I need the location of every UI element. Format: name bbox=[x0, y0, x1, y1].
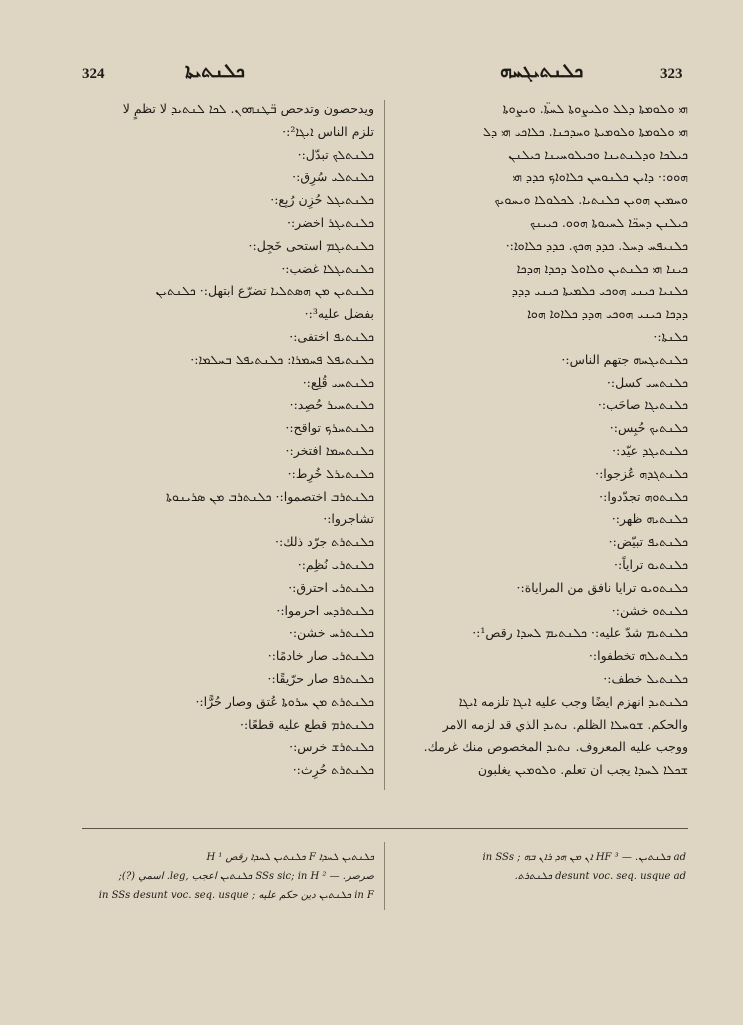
entry-line: ܟܠܢܬܚܝ قُلِع:· bbox=[302, 374, 374, 390]
text-line: ويدحصون وتدحص ܒ̈ܛܢܗܘܢ. ܠܟܐ ܠܢܬܝܕ لا تظمٍ لا bbox=[122, 101, 374, 116]
footnote-rule bbox=[82, 828, 688, 829]
entry-line: ܟܠܢܬܚܪܟ تواقح:· bbox=[285, 420, 374, 436]
entry-line: ܟܠܢܬܘܗ تجدّدوا:· bbox=[599, 488, 688, 504]
text-line: ووجب عليه المعروف. ܢܬܝܕ المخصوص منك غرمك. bbox=[423, 739, 688, 755]
text-line: ܟܠܢܝܐ ܟܝܢܝ ܗܘܟܝ ܟܠܡܝܬܐ ܟܝܢܝ ܕܕܕ bbox=[511, 283, 688, 299]
entry-line: ܟܠܢܬܝܗ ظهر:· bbox=[611, 511, 688, 527]
entry-line: ܟܠܢܬܝܓܠ حُزِن رُبِع:· bbox=[270, 192, 374, 208]
text-line: ܗܝ ܘܠܘܡܬܐ ܘܠܘܡܝܬܐ ܘܚܕܟܢܐ. ܟܠܐܟܝ ܗܝ ܕܠ bbox=[482, 123, 688, 139]
entry-line: ܟܠܢܬܘ خشن:· bbox=[611, 602, 688, 618]
text-line: بفضل عليه³:· bbox=[304, 306, 374, 322]
left-page-number: 324 bbox=[82, 66, 105, 82]
entry-line: ܟܠܢܬܪܬ حُرِث:· bbox=[292, 762, 374, 778]
entry-line: ܟܠܢܬܚܡܐ افتخر:· bbox=[285, 442, 374, 458]
entry-line: ܟܠܢܬܪܒ اختصموا:· ܟܠܢܬܪܒ ܡܢ ܣܪܝܢܘܬܐ bbox=[166, 488, 374, 504]
text-line: ܗܝ ܘܠܘܡܬܐ ܕܠܠ ܘܠܝܨܘܬܐ ܠܚܬ̈ܐ. ܘܝܨܘܬܐ bbox=[502, 101, 688, 116]
text-line: تلزم الناس ܐܝܓܐ²:· bbox=[282, 123, 374, 139]
footnote-line: desunt voc. seq. usque ad ܟܠܢܬܪܬ. bbox=[514, 871, 686, 882]
text-line: ܟܠܢܬܐ:· bbox=[653, 328, 688, 344]
entry-line: ܟܠܢܬܠܟ تبدّل:· bbox=[297, 146, 374, 162]
text-line: ܟܝܢܐ ܗܝ ܟܠܢܬܝܢ ܘܠܐܘܠ ܕܟܕܐ ܗܕܟܐ bbox=[516, 260, 688, 276]
footnote-line: ܟܠܢܬܝܢ ܠܚܕܐ F ܟܠܢܬܝܢ ܠܚܕܐ رقص H ¹ bbox=[206, 852, 374, 863]
entry-line: ܟܠܢܬܚܝܪ حُصِد:· bbox=[289, 397, 374, 413]
entry-line: ܟܠܢܬܪܦ صار حرّيقًا:· bbox=[267, 670, 374, 686]
entry-line: ܟܠܢܬܪܬ ܡܢ ܚܪܘܬܐ عُتق وصار حُرًّا:· bbox=[195, 693, 374, 709]
entry-line: ܟܠܢܬܝܓܠܐ غضب:· bbox=[281, 260, 374, 276]
right-footnotes bbox=[396, 848, 686, 886]
footnote-line: in F ܟܠܢܬܝܢ دين حكم عليه ; in SSs desunt voc. seq. usque bbox=[98, 890, 374, 901]
entry-line: ܟܠܢܬܪܬ جرّد ذلك:· bbox=[275, 534, 374, 550]
column-divider bbox=[384, 100, 385, 790]
entry-line: ܟܠܢܬܝܠ خطف:· bbox=[603, 670, 688, 686]
footnote-line: ad ܟܠܢܬܝܢ. — ³ HF ܐܢ ܡܢ ܗܕ ܪܐܢ ܒܗ ; in SSs bbox=[482, 852, 686, 863]
entry-line: ܟܠܢܬܝܓܪ اخضر:· bbox=[286, 214, 374, 230]
text-line: تشاجروا:· bbox=[323, 511, 374, 527]
entry-line: ܟܠܢܬܘܝܘ ترايا نافق من المراياة:· bbox=[516, 579, 688, 595]
entry-line: ܟܠܢܬܪܡ قطع عليه قطعًا:· bbox=[239, 716, 374, 732]
entry-line: ܟܠܢܬܝܪܠ خُرِط:· bbox=[287, 465, 374, 481]
left-footnotes bbox=[84, 848, 374, 905]
footnote-line: صرصر. — ² SSs sic; in H ܟܠܢܬܝܢ اعجب ,leg. اسمي (?); bbox=[118, 871, 374, 882]
entry-line: ܟܠܢܬܝܓܐ صاحَب:· bbox=[597, 397, 688, 413]
entry-line: ܟܠܢܬܚܝ كسل:· bbox=[606, 374, 688, 390]
entry-line: ܟܠܢܬܪܕܚ احرموا:· bbox=[276, 602, 374, 618]
entry-line: ܟܠܢܬܝܠܗ تخطفوا:· bbox=[588, 648, 688, 664]
text-line: ܫܟܠܐ ܠܚܕܐ يجب ان تعلم. ܘܠܘܡܝܢ يغلبون bbox=[477, 762, 688, 778]
text-line: والحكم. ܫܘܚܠܐ الظلم. ܢܬܝܕ الذي قد لزمه الامر bbox=[442, 716, 688, 732]
text-line: ܟܠܢܝܦܚ ܕܚܠ. ܟܕܕ ܗܟܟ. ܟܕܕ ܟܠܐܘܐ:· bbox=[505, 237, 688, 253]
right-page-number: 323 bbox=[660, 66, 683, 82]
right-running-header: ܟܠܢܬܝܓܚܗ bbox=[500, 60, 584, 82]
entry-line: ܟܠܢܬܪܝ احترق:· bbox=[288, 579, 374, 595]
left-running-header: ܟܠܢܬܝܬܐ bbox=[185, 60, 245, 82]
entry-line: ܟܠܢܬܝܦ اختفى:· bbox=[289, 328, 374, 344]
text-line: ܟܝܠܟܐ ܘܕܠܢܬܝܢܐ ܘܟܝܠܘܚܝܢܐ ܟܝܠܢܢ bbox=[508, 146, 688, 162]
entry-line: ܟܠܢܬܝܢ ܡܢ ܗܣܬܠܝܐ تضرّع ابتهل:· ܟܠܢܬܝܢ bbox=[155, 283, 374, 299]
entry-line: ܟܠܢܬܝܡ شدّ عليه:· ܟܠܢܬܝܡ ܠܚܕܐ رقص¹:· bbox=[472, 625, 688, 641]
entry-line: ܟܠܢܬܝܕ انهزم ايضًا وجب عليه ܐܝܓܐ تلزمه ܐܝܓܐ bbox=[458, 693, 688, 709]
footnote-divider bbox=[384, 842, 385, 910]
entry-line: ܟܠܢܬܝܦ تبيّض:· bbox=[608, 534, 688, 550]
entry-line: ܟܠܢܬܝܓܚܗ جتهم الناس:· bbox=[561, 351, 688, 367]
entry-line: ܟܠܢܬܠܝ سُرِق:· bbox=[292, 169, 374, 185]
entry-line: ܟܠܢܬܝܓܕ عيّد:· bbox=[612, 442, 688, 458]
right-column bbox=[396, 98, 688, 782]
entry-line: ܟܠܢܬܪܚ خشن:· bbox=[288, 625, 374, 641]
left-column bbox=[80, 98, 374, 782]
text-line: ܕܕܟܐ ܟܝܢܝ ܗܘܟܝ ܗܕܕ ܟܠܐܘܐ ܗܘܐ bbox=[527, 306, 688, 322]
entry-line: ܟܠܢܬܝܓܡ استحى خَجِل:· bbox=[248, 237, 374, 253]
text-line: ܗܘܘ:· ܕܐܝܢ ܟܠܢܘܚܢ ܟܠܐܘܐܟ ܟܕܕ ܗܝ bbox=[512, 169, 688, 185]
entry-line: ܟܠܢܬܝܟ حُبِس:· bbox=[609, 420, 688, 436]
entry-line: ܟܠܢܬܪܝ صار خادمًا:· bbox=[267, 648, 374, 664]
entry-line: ܟܠܢܬܪܝ نُظِم:· bbox=[297, 556, 374, 572]
text-line: ܘܚܡܝܢ ܗܘܝܢ ܟܠܢܬܝܐ. ܠܟܠܘܠܐ ܘܝܚܘܝܟ bbox=[494, 192, 688, 208]
entry-line: ܟܠܢܬܝܦܠ ܦܚܡܪܐ: ܟܠܢܬܝܦܠ ܒܚܠܡܐ:· bbox=[190, 351, 374, 367]
entry-line: ܟܠܢܬܓܕܗ عُزجوا:· bbox=[595, 465, 688, 481]
text-line: ܟܝܠܢܢ ܕܚܟ̈ܐ ܠܚܝܘܬܐ ܗܘܘ. ܟܝܝܢܟ bbox=[530, 214, 688, 230]
entry-line: ܟܠܢܬܪܫ خرس:· bbox=[289, 739, 374, 755]
entry-line: ܟܠܢܬܝܘ تراياً:· bbox=[614, 556, 688, 572]
